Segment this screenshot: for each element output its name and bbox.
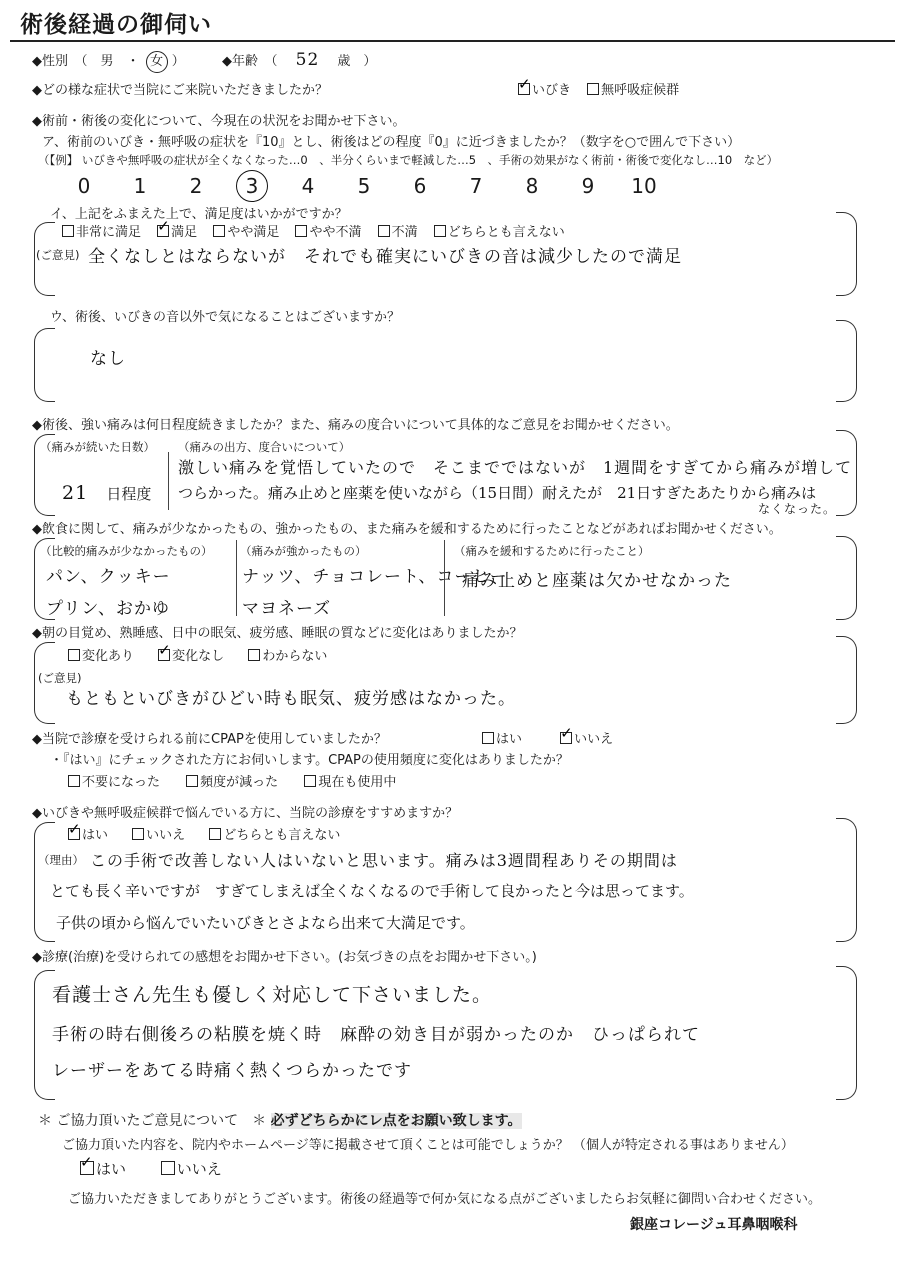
- q1-ibiki-label: いびき: [532, 83, 572, 98]
- q7-options: [68, 645, 339, 664]
- q6-strong-label: （痛みが強かったもの）: [240, 544, 367, 558]
- q6-divider-2: [444, 540, 445, 616]
- footer-yes-label: はい: [96, 1160, 127, 1178]
- q5-days-value[interactable]: 21: [62, 482, 89, 504]
- q9-option-label: どちらとも言えない: [223, 828, 341, 843]
- page-title: 術後経過の御伺い: [20, 12, 212, 38]
- q7-opinion-label: (ご意見): [38, 671, 82, 685]
- age-unit: 歳 ）: [337, 54, 377, 69]
- q2-scale: [56, 170, 672, 202]
- sex-female-circled[interactable]: 女: [146, 51, 168, 73]
- q3-option-label: 満足: [171, 225, 198, 240]
- q1-apnea-checkbox[interactable]: [587, 83, 599, 95]
- q5-detail-line1[interactable]: 激しい痛みを覚悟していたので そこまでではないが 1週間をすぎてから痛みが増して: [178, 458, 853, 477]
- footer-options: [80, 1158, 234, 1179]
- q5-detail-line3[interactable]: なくなった。: [758, 502, 837, 516]
- q9-bracket-right: [836, 818, 857, 942]
- q9-option-label: いいえ: [146, 828, 186, 843]
- sex-label: ◆性別 （ 男 ・: [32, 54, 140, 69]
- q3-opinion-label: (ご意見): [36, 248, 80, 262]
- q8-no-label: いいえ: [574, 732, 614, 747]
- footer-yes-checkbox[interactable]: [80, 1161, 94, 1175]
- scale-8[interactable]: 8: [525, 174, 539, 198]
- q4-question: ウ、術後、いびきの音以外で気になることはございますか？: [50, 310, 400, 325]
- q6-question: ◆飲食に関して、痛みが少なかったもの、強かったもの、また痛みを緩和するために行ったことなどがあればお聞かせください。: [32, 522, 782, 537]
- q3-option-label: 不満: [391, 225, 418, 240]
- scale-2[interactable]: 2: [189, 174, 203, 198]
- q5-detail-line2[interactable]: つらかった。痛み止めと座薬を使いながら（15日間）耐えたが 21日すぎたあたりから痛みは: [178, 484, 817, 502]
- q2-example: （【例】 いびきや無呼吸の症状が全くなくなった…0 、半分くらいまで軽減した…5 、手術の効果がなく術前・術後で変化なし…10 など）: [38, 153, 779, 167]
- q6-bracket-right: [836, 536, 857, 620]
- footer-permission: ご協力頂いた内容を、院内やホームページ等に掲載させて頂くことは可能でしょうか？ （個人が特定される事はありません）: [62, 1138, 794, 1153]
- footer-no-label: いいえ: [176, 1160, 222, 1178]
- scale-3[interactable]: [224, 170, 280, 202]
- q9-options: [68, 824, 352, 843]
- q7-question: ◆朝の目覚め、熟睡感、日中の眠気、疲労感、睡眠の質などに変化はありましたか？: [32, 626, 523, 641]
- scale-1[interactable]: 1: [133, 174, 147, 198]
- q7-option-checkbox[interactable]: [248, 649, 260, 661]
- q9-reason-line2[interactable]: とても長く辛いですが すぎてしまえば全くなくなるので手術して良かったと今は思ってます。: [50, 882, 694, 900]
- q8-follow-label: 頻度が減った: [200, 775, 279, 790]
- q5-days-unit: 日程度: [106, 485, 152, 503]
- q9-option-checkbox[interactable]: [132, 828, 144, 840]
- scale-7[interactable]: 7: [469, 174, 483, 198]
- q3-option-label: どちらとも言えない: [447, 225, 565, 240]
- q4-bracket-right: [836, 320, 857, 402]
- q8-options: [482, 728, 625, 747]
- q1-question: ◆どの様な症状で当院にご来院いただきましたか？: [32, 83, 328, 98]
- q6-relief-label: （痛みを緩和するために行ったこと）: [454, 544, 650, 558]
- clinic-name: 銀座コレージュ耳鼻咽喉科: [630, 1217, 798, 1233]
- q9-question: ◆いびきや無呼吸症候群で悩んでいる方に、当院の診療をすすめますか？: [32, 806, 459, 821]
- q7-option-label: わからない: [262, 649, 328, 664]
- q3-option-label: 非常に満足: [76, 225, 142, 240]
- footer-note-label: ＊ ご協力頂いたご意見について ＊: [38, 1113, 267, 1129]
- q10-bracket-right: [836, 966, 857, 1100]
- q3-option-checkbox[interactable]: [62, 225, 74, 237]
- q5-days-field: [62, 482, 151, 504]
- q7-bracket-right: [836, 636, 857, 724]
- q3-question: イ、上記をふまえた上で、満足度はいかがですか？: [50, 207, 348, 222]
- q6-relief-line1[interactable]: 痛み止めと座薬は欠かせなかった: [462, 571, 732, 591]
- footer-thanks: ご協力いただきましてありがとうございます。術後の経過等で何か気になる点がございましたらお気軽に御問い合わせください。: [68, 1192, 821, 1207]
- q8-yes-label: はい: [496, 732, 523, 747]
- q10-line3[interactable]: レーザーをあてる時痛く熱くつらかったです: [52, 1061, 412, 1081]
- q8-question: ◆当院で診療を受けられる前にCPAPを使用していましたか？: [32, 732, 387, 747]
- q1-ibiki-checkbox[interactable]: [518, 83, 530, 95]
- scale-5[interactable]: 5: [357, 174, 371, 198]
- q2-a-question: ア、術前のいびき・無呼吸の症状を『10』とし、術後はどの程度『0』に近づきましたか？（数字を○で囲んで下さい）: [42, 135, 741, 150]
- sex-close: ）: [171, 54, 185, 69]
- q3-option-checkbox[interactable]: [157, 225, 169, 237]
- scale-3-circled: 3: [236, 170, 268, 202]
- q3-option-checkbox[interactable]: [378, 225, 390, 237]
- q1-apnea-label: 無呼吸症候群: [601, 83, 680, 98]
- q6-strong-line2[interactable]: マヨネーズ: [242, 599, 332, 619]
- q3-option-checkbox[interactable]: [434, 225, 446, 237]
- footer-no-checkbox[interactable]: [161, 1161, 175, 1175]
- q7-option-checkbox[interactable]: [158, 649, 170, 661]
- q8-follow-checkbox[interactable]: [186, 775, 198, 787]
- q3-option-checkbox[interactable]: [295, 225, 307, 237]
- scale-6[interactable]: 6: [413, 174, 427, 198]
- q9-option-checkbox[interactable]: [68, 828, 80, 840]
- scale-10[interactable]: 10: [631, 174, 657, 198]
- q7-option-label: 変化あり: [82, 649, 135, 664]
- q6-less-line2[interactable]: プリン、おかゆ: [46, 599, 170, 619]
- q6-less-label: （比較的痛みが少なかったもの）: [40, 544, 213, 558]
- q9-reason-line1[interactable]: この手術で改善しない人はいないと思います。痛みは3週間程ありその期間は: [90, 851, 678, 870]
- q6-less-line1[interactable]: パン、クッキー: [46, 567, 171, 587]
- q5-divider: [168, 452, 169, 510]
- q5-days-label: （痛みが続いた日数）: [40, 440, 155, 454]
- q10-line2[interactable]: 手術の時右側後ろの粘膜を焼く時 麻酔の効き目が弱かったのか ひっぱられて: [52, 1025, 700, 1045]
- q6-strong-line1[interactable]: ナッツ、チョコレート、コーヒー: [242, 567, 508, 587]
- q10-line1[interactable]: 看護士さん先生も優しく対応して下さいました。: [52, 984, 493, 1006]
- footer-note-emphasis: 必ずどちらかにレ点をお願い致します。: [270, 1113, 522, 1129]
- q8-follow-options: [68, 771, 408, 790]
- age-value[interactable]: 52: [295, 50, 320, 70]
- q4-bracket-left: [34, 328, 55, 402]
- q8-follow-checkbox[interactable]: [304, 775, 316, 787]
- q6-divider-1: [236, 540, 237, 616]
- q3-option-label: やや満足: [227, 225, 280, 240]
- q1-options: [518, 79, 691, 98]
- q9-reason-label: （理由）: [38, 853, 84, 867]
- scale-4[interactable]: 4: [301, 174, 315, 198]
- sex-field: [32, 50, 185, 73]
- q8-follow-label: 不要になった: [82, 775, 161, 790]
- q3-options: [62, 221, 577, 240]
- q2-heading: ◆術前・術後の変化について、今現在の状況をお聞かせ下さい。: [32, 114, 406, 129]
- q4-answer[interactable]: なし: [90, 349, 126, 369]
- q3-bracket-right: [836, 212, 857, 296]
- q8-follow-checkbox[interactable]: [68, 775, 80, 787]
- q8-yes-checkbox[interactable]: [482, 732, 494, 744]
- q8-follow-label: 現在も使用中: [318, 775, 397, 790]
- age-label: ◆年齢 （: [222, 54, 278, 69]
- q9-reason-line3[interactable]: 子供の頃から悩んでいたいびきとさよなら出来て大満足です。: [56, 914, 475, 932]
- scale-9[interactable]: 9: [581, 174, 595, 198]
- q5-question: ◆術後、強い痛みは何日程度続きましたか？また、痛みの度合いについて具体的なご意見をお聞かせください。: [32, 418, 679, 433]
- title-divider: [10, 40, 895, 42]
- q3-option-label: やや不満: [309, 225, 362, 240]
- q8-no-checkbox[interactable]: [560, 732, 572, 744]
- footer-note: [38, 1110, 522, 1130]
- q5-detail-label: （痛みの出方、度合いについて）: [178, 440, 351, 454]
- q3-opinion-text[interactable]: 全くなしとはならないが それでも確実にいびきの音は減少したので満足: [88, 247, 682, 267]
- q7-opinion-text[interactable]: もともといびきがひどい時も眠気、疲労感はなかった。: [66, 689, 516, 709]
- q3-option-checkbox[interactable]: [213, 225, 225, 237]
- q9-option-checkbox[interactable]: [209, 828, 221, 840]
- scale-0[interactable]: 0: [77, 174, 91, 198]
- q7-option-checkbox[interactable]: [68, 649, 80, 661]
- q7-option-label: 変化なし: [172, 649, 225, 664]
- q9-option-label: はい: [82, 828, 109, 843]
- q8-followup: ・『はい』にチェックされた方にお伺いします。CPAPの使用頻度に変化はありましたか？: [50, 753, 569, 768]
- age-field: [222, 50, 376, 70]
- q10-question: ◆診療(治療)を受けられての感想をお聞かせ下さい。(お気づきの点をお聞かせ下さい。): [32, 950, 537, 965]
